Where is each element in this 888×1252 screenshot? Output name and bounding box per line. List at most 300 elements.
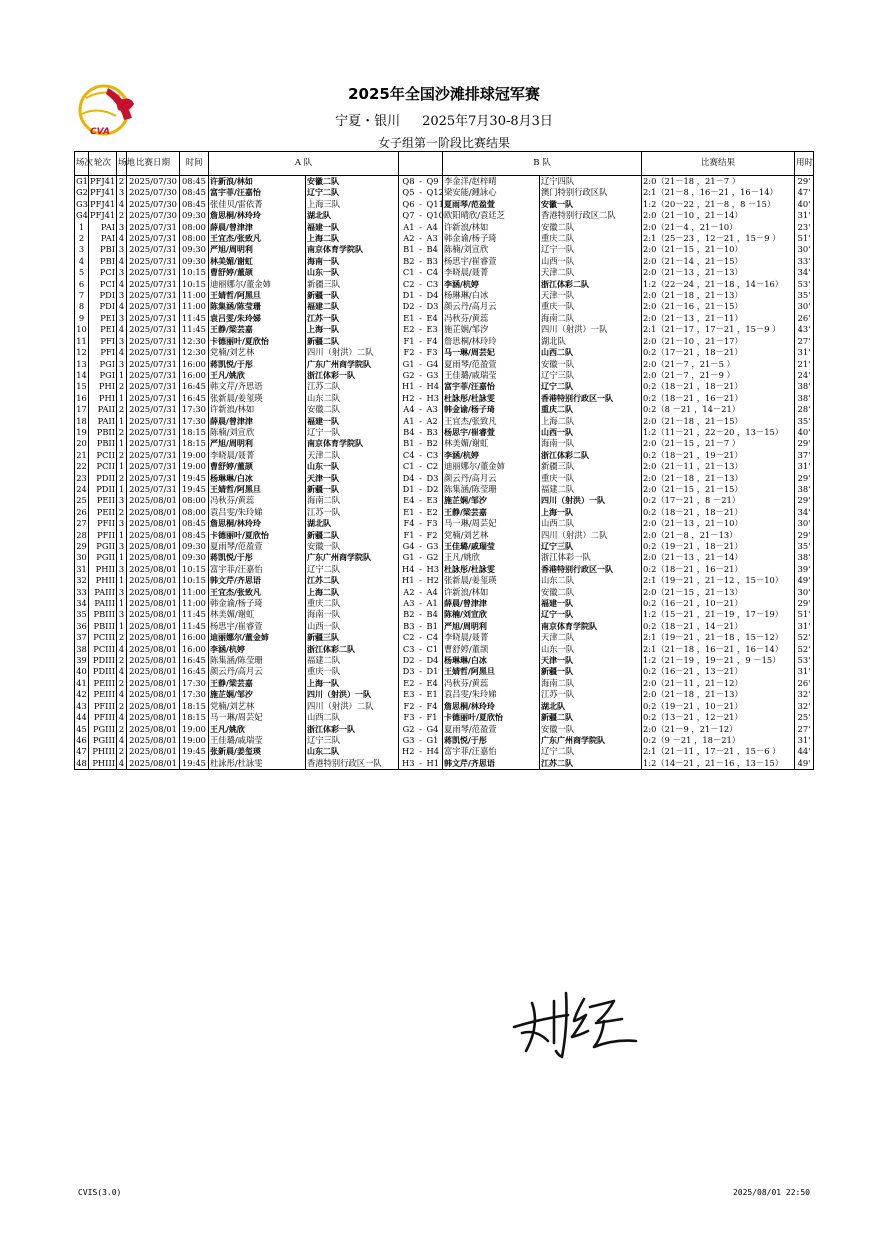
seed-separator: - bbox=[419, 244, 422, 255]
match-number: 39 bbox=[76, 655, 87, 666]
match-result: 1:2（20－22 ，21－8 ，8 －15） bbox=[642, 199, 795, 210]
seed-separator: - bbox=[419, 518, 422, 529]
table-row bbox=[75, 187, 814, 198]
match-number: 17 bbox=[76, 404, 87, 415]
match-duration: 31' bbox=[795, 621, 814, 632]
match-round: PHI bbox=[89, 393, 117, 404]
table-row bbox=[75, 632, 814, 643]
match-date: 2025/08/01 bbox=[127, 666, 180, 677]
match-duration: 38' bbox=[795, 484, 814, 495]
table-row bbox=[75, 575, 814, 586]
match-round: PHIII bbox=[89, 746, 117, 757]
table-row bbox=[75, 609, 814, 620]
match-result: 2:0（21－8 ，21－13） bbox=[642, 530, 795, 541]
table-row bbox=[75, 507, 814, 518]
match-time: 11:00 bbox=[180, 587, 209, 598]
team-b-seed: C4 bbox=[426, 632, 443, 643]
match-date: 2025/07/30 bbox=[127, 187, 180, 198]
table-row bbox=[75, 210, 814, 221]
match-round: PFJ41 bbox=[90, 187, 116, 198]
match-time: 11:45 bbox=[180, 313, 209, 324]
seed-separator: - bbox=[419, 586, 422, 597]
match-time: 19:45 bbox=[180, 473, 209, 484]
match-round: PDIII bbox=[89, 655, 117, 666]
match-court: 1 bbox=[117, 575, 127, 586]
event-location: 宁夏・银川 bbox=[335, 114, 401, 129]
match-result: 2:0（21－15 ，21－13） bbox=[642, 587, 795, 598]
match-time: 17:30 bbox=[180, 404, 209, 415]
match-result: 2:0（21－18 ，21－15） bbox=[642, 416, 795, 427]
table-row bbox=[75, 587, 814, 598]
team-b-name: 江苏一队 bbox=[540, 689, 642, 700]
match-duration: 34' bbox=[795, 267, 814, 278]
team-b-name: 海南一队 bbox=[540, 438, 642, 449]
team-a-seed: H3 bbox=[399, 758, 416, 770]
match-duration: 35' bbox=[795, 290, 814, 301]
match-number: 31 bbox=[76, 563, 87, 574]
match-date: 2025/07/31 bbox=[127, 381, 180, 392]
team-a-players: 薛晨/曾津津 bbox=[209, 222, 306, 233]
match-court: 4 bbox=[117, 301, 127, 312]
match-result: 2:1（21－18 ，16－21 ，16－14） bbox=[642, 644, 795, 655]
team-b-players: 陈楠/刘宣欣 bbox=[443, 244, 540, 255]
match-round: PFI bbox=[89, 347, 117, 358]
team-b-name: 安徽一队 bbox=[540, 724, 642, 735]
match-number: 22 bbox=[76, 461, 87, 472]
team-b-players: 施芷娴/邹汐 bbox=[443, 324, 540, 335]
match-result: 2:0（21－7 ，21－9 ） bbox=[642, 370, 795, 381]
match-result: 2:0（21－18 ，21－13） bbox=[642, 290, 795, 301]
team-b-seed: G3 bbox=[426, 541, 443, 552]
match-court: 4 bbox=[117, 666, 127, 677]
team-b-players: 马一琳/周芸妃 bbox=[443, 347, 540, 358]
team-b-name: 四川（射洪）二队 bbox=[540, 530, 642, 541]
team-a-name: 湖北队 bbox=[306, 518, 399, 529]
match-result: 0:2（17－21 ，8 －21） bbox=[642, 495, 795, 506]
team-b-players: 张新晨/姜玺瑛 bbox=[443, 575, 540, 586]
team-a-name: 新疆一队 bbox=[306, 290, 399, 301]
team-a-seed: C1 bbox=[399, 461, 416, 472]
match-date: 2025/08/01 bbox=[127, 724, 180, 735]
team-b-players: 卡德丽叶/夏欣怡 bbox=[443, 712, 540, 723]
match-round: PHI bbox=[89, 381, 117, 392]
team-b-seed: F3 bbox=[426, 347, 443, 358]
match-time: 12:30 bbox=[180, 347, 209, 358]
match-number: 4 bbox=[75, 256, 89, 267]
match-round: PEI bbox=[89, 324, 117, 335]
team-b-players: 富宇菲/汪嘉怡 bbox=[443, 746, 540, 757]
match-result: 1:2（11－21 ，22－20 ，13－15） bbox=[642, 427, 795, 438]
team-b-name: 辽宁三队 bbox=[540, 541, 642, 552]
team-b-name: 重庆一队 bbox=[540, 473, 642, 484]
col-date: 比赛日期 bbox=[127, 152, 180, 176]
table-row bbox=[75, 724, 814, 735]
team-a-seed: D2 bbox=[399, 655, 416, 666]
match-duration: 31' bbox=[795, 347, 814, 358]
team-a-name: 辽宁三队 bbox=[306, 735, 399, 746]
match-time: 09:30 bbox=[180, 256, 209, 267]
team-b-name: 香港特别行政区一队 bbox=[540, 564, 642, 575]
team-a-name: 上海二队 bbox=[306, 587, 399, 598]
match-round: PFJ41 bbox=[90, 210, 116, 221]
match-time: 16:45 bbox=[180, 381, 209, 392]
team-a-seed: E2 bbox=[399, 324, 416, 335]
match-court: 3 bbox=[117, 609, 127, 620]
team-a-name: 安徽二队 bbox=[306, 404, 399, 415]
team-b-seed: C3 bbox=[426, 450, 443, 461]
signature bbox=[510, 985, 645, 1060]
team-b-players: 曹舒婷/董颉 bbox=[443, 644, 540, 655]
match-duration: 25' bbox=[795, 712, 814, 723]
match-court: 3 bbox=[117, 187, 127, 198]
team-b-seed: E4 bbox=[426, 313, 443, 324]
col-result: 比赛结果 bbox=[642, 152, 795, 176]
team-b-name: 四川（射洪）一队 bbox=[540, 324, 642, 335]
table-row bbox=[75, 301, 814, 312]
team-a-players: 富宇菲/汪嘉怡 bbox=[209, 187, 306, 198]
match-result: 2:0（21－18 ，21－13） bbox=[642, 473, 795, 484]
team-a-players: 蒋凯悦/于彤 bbox=[209, 359, 306, 370]
team-b-name: 山西一队 bbox=[540, 256, 642, 267]
team-b-name: 新疆三队 bbox=[540, 461, 642, 472]
team-b-name: 上海二队 bbox=[540, 416, 642, 427]
match-round: PCII bbox=[89, 450, 117, 461]
team-a-name: 浙江体彩二队 bbox=[306, 644, 399, 655]
seed-separator: - bbox=[419, 700, 422, 711]
team-a-players: 卡德丽叶/夏欣怡 bbox=[209, 530, 306, 541]
team-b-players: 许新浪/林如 bbox=[443, 222, 540, 233]
team-a-seed: H2 bbox=[399, 746, 416, 757]
match-duration: 35' bbox=[795, 541, 814, 552]
table-row bbox=[75, 199, 814, 210]
team-a-seed: A2 bbox=[399, 587, 416, 598]
match-date: 2025/08/01 bbox=[127, 495, 180, 506]
match-duration: 51' bbox=[795, 609, 814, 620]
col-round: 轮次 bbox=[89, 152, 117, 176]
team-a-players: 迪丽娜尔/董金姉 bbox=[209, 632, 306, 643]
team-a-name: 安徽一队 bbox=[306, 541, 399, 552]
match-duration: 49' bbox=[795, 575, 814, 586]
match-result: 2:1（21－8 ，16－21 ，16－14） bbox=[642, 187, 795, 198]
table-row bbox=[75, 473, 814, 484]
match-date: 2025/08/01 bbox=[127, 530, 180, 541]
team-a-players: 杨琳琳/白冰 bbox=[209, 473, 306, 484]
team-b-seed: H4 bbox=[426, 746, 443, 757]
team-b-name: 安徽二队 bbox=[540, 587, 642, 598]
team-b-players: 杨思宇/崔睿萱 bbox=[443, 256, 540, 267]
team-b-seed: B3 bbox=[426, 427, 443, 438]
match-court: 1 bbox=[117, 484, 127, 495]
team-a-name: 新疆二队 bbox=[306, 336, 399, 347]
team-b-seed: F4 bbox=[426, 701, 443, 712]
match-date: 2025/07/31 bbox=[127, 324, 180, 335]
seed-separator: - bbox=[419, 438, 422, 449]
team-a-seed: E2 bbox=[399, 678, 416, 689]
match-round: PGIII bbox=[89, 724, 117, 735]
match-time: 09:30 bbox=[180, 552, 209, 563]
team-b-players: 党楠/刘艺林 bbox=[443, 530, 540, 541]
table-row bbox=[75, 678, 814, 689]
team-a-name: 江苏一队 bbox=[306, 313, 399, 324]
match-result: 2:0（21－18 ，21－7 ） bbox=[642, 176, 795, 188]
col-duration: 用时 bbox=[795, 152, 814, 176]
team-b-players: 王佳璐/戚瑞莹 bbox=[443, 370, 540, 381]
team-b-players: 梁安能/鍾詠心 bbox=[443, 187, 540, 198]
match-duration: 21' bbox=[795, 359, 814, 370]
match-round: PEIII bbox=[89, 678, 117, 689]
table-row bbox=[75, 461, 814, 472]
match-time: 18:15 bbox=[180, 701, 209, 712]
match-duration: 32' bbox=[795, 689, 814, 700]
table-row bbox=[75, 222, 814, 233]
match-number: 33 bbox=[76, 586, 87, 597]
table-row bbox=[75, 655, 814, 666]
match-round: PFIII bbox=[89, 712, 117, 723]
team-b-name: 海南二队 bbox=[540, 313, 642, 324]
match-number: 14 bbox=[76, 369, 87, 380]
team-b-seed: B1 bbox=[426, 621, 443, 632]
match-date: 2025/08/01 bbox=[127, 541, 180, 552]
match-number: 12 bbox=[76, 347, 87, 358]
team-a-players: 曹舒婷/董颉 bbox=[209, 267, 306, 278]
match-time: 10:15 bbox=[180, 575, 209, 586]
match-court: 3 bbox=[117, 518, 127, 529]
team-a-seed: A3 bbox=[399, 598, 416, 609]
match-result: 0:2（18－21 ，19－21） bbox=[642, 450, 795, 461]
team-a-name: 新疆三队 bbox=[306, 279, 399, 290]
match-number: 11 bbox=[76, 335, 87, 346]
match-court: 1 bbox=[117, 598, 127, 609]
team-a-players: 张佳贝/雷依菁 bbox=[209, 199, 306, 210]
match-number: G4 bbox=[76, 210, 88, 221]
team-a-seed: Q6 bbox=[399, 199, 416, 210]
col-time: 时间 bbox=[180, 152, 209, 176]
team-a-seed: B3 bbox=[399, 621, 416, 632]
match-time: 08:00 bbox=[180, 222, 209, 233]
team-b-name: 澳门特别行政区队 bbox=[540, 187, 642, 198]
team-b-seed: C4 bbox=[426, 267, 443, 278]
team-b-name: 安徽一队 bbox=[540, 199, 642, 210]
match-duration: 52' bbox=[795, 644, 814, 655]
match-round: PAI bbox=[89, 222, 117, 233]
team-b-players: 李晓晨/聂菁 bbox=[443, 267, 540, 278]
match-number: 32 bbox=[76, 575, 87, 586]
match-date: 2025/07/31 bbox=[127, 347, 180, 358]
team-b-players: 迪丽娜尔/董金姉 bbox=[443, 461, 540, 472]
team-a-seed: Q8 bbox=[399, 176, 416, 188]
table-row bbox=[75, 689, 814, 700]
match-date: 2025/07/31 bbox=[127, 484, 180, 495]
match-court: 2 bbox=[117, 381, 127, 392]
team-b-players: 韩金谕/杨子琦 bbox=[443, 233, 540, 244]
team-b-seed: F4 bbox=[426, 336, 443, 347]
match-number: 45 bbox=[76, 723, 87, 734]
match-time: 11:00 bbox=[180, 301, 209, 312]
match-court: 1 bbox=[117, 621, 127, 632]
team-a-players: 杜詠彤/杜詠雯 bbox=[209, 758, 306, 770]
team-a-players: 党楠/刘艺林 bbox=[209, 347, 306, 358]
match-round: PCI bbox=[89, 279, 117, 290]
team-a-players: 陈集涵/陈莹珊 bbox=[209, 301, 306, 312]
team-a-players: 严旭/周明利 bbox=[209, 244, 306, 255]
match-number: 30 bbox=[76, 552, 87, 563]
team-b-name: 四川（射洪）一队 bbox=[540, 495, 642, 506]
match-date: 2025/07/31 bbox=[127, 222, 180, 233]
match-round: PAIII bbox=[89, 598, 117, 609]
match-result: 2:1（21－11 ，17－21 ，15－6 ） bbox=[642, 746, 795, 757]
team-a-name: 福建一队 bbox=[306, 222, 399, 233]
match-court: 4 bbox=[117, 735, 127, 746]
match-result: 2:0（21－13 ，21－14） bbox=[642, 552, 795, 563]
team-b-players: 颜云丹/高月云 bbox=[443, 473, 540, 484]
team-b-seed: Q11 bbox=[426, 198, 444, 209]
match-duration: 44' bbox=[795, 746, 814, 757]
team-a-players: 张新晨/姜玺瑛 bbox=[209, 393, 306, 404]
team-b-name: 天津二队 bbox=[540, 632, 642, 643]
match-time: 19:00 bbox=[180, 735, 209, 746]
team-b-name: 辽宁二队 bbox=[540, 381, 642, 392]
team-b-name: 重庆二队 bbox=[540, 233, 642, 244]
match-duration: 29' bbox=[795, 438, 814, 449]
match-result: 2:0（21－13 ，21－13） bbox=[642, 267, 795, 278]
team-b-players: 杜詠彤/杜詠雯 bbox=[443, 393, 540, 404]
seed-separator: - bbox=[419, 210, 422, 221]
team-a-players: 韩文芹/齐思语 bbox=[209, 381, 306, 392]
match-date: 2025/08/01 bbox=[127, 678, 180, 689]
match-number: 20 bbox=[76, 438, 87, 449]
team-a-seed: G2 bbox=[399, 724, 416, 735]
team-a-seed: C2 bbox=[399, 279, 416, 290]
match-date: 2025/07/31 bbox=[127, 461, 180, 472]
match-result: 0:2（17－21 ，18－21） bbox=[642, 347, 795, 358]
team-b-seed: Q9 bbox=[426, 176, 443, 188]
team-a-name: 新疆一队 bbox=[306, 484, 399, 495]
match-result: 1:2（15－21 ，21－19 ，17－19） bbox=[642, 609, 795, 620]
match-date: 2025/08/01 bbox=[127, 644, 180, 655]
match-duration: 27' bbox=[795, 336, 814, 347]
table-row bbox=[75, 290, 814, 301]
match-round: PDII bbox=[89, 473, 117, 484]
team-a-seed: G2 bbox=[399, 370, 416, 381]
team-a-players: 王婧哲/阿黑旦 bbox=[209, 484, 306, 495]
match-date: 2025/07/31 bbox=[127, 450, 180, 461]
match-date: 2025/07/31 bbox=[127, 404, 180, 415]
match-date: 2025/08/01 bbox=[127, 564, 180, 575]
team-b-players: 冯秋芬/黄蕊 bbox=[443, 678, 540, 689]
match-result: 2:0（21－10 ，21－14） bbox=[642, 210, 795, 221]
match-round: PFJ41 bbox=[90, 176, 116, 186]
seed-separator: - bbox=[419, 472, 422, 483]
team-b-players: 蒋凯悦/于彤 bbox=[443, 735, 540, 746]
team-a-name: 新疆三队 bbox=[306, 632, 399, 643]
match-date: 2025/07/31 bbox=[127, 427, 180, 438]
team-b-seed: H4 bbox=[426, 381, 443, 392]
match-date: 2025/07/31 bbox=[127, 393, 180, 404]
team-a-players: 蒋凯悦/于彤 bbox=[209, 552, 306, 563]
seed-separator: - bbox=[419, 563, 422, 574]
match-result: 1:2（22－24 ，21－18 ，14－16） bbox=[642, 279, 795, 290]
match-round: PBI bbox=[89, 256, 117, 267]
match-date: 2025/08/01 bbox=[127, 621, 180, 632]
match-duration: 37' bbox=[795, 450, 814, 461]
team-a-name: 山西二队 bbox=[306, 712, 399, 723]
match-result: 2:0（21－4 ，21－10） bbox=[642, 222, 795, 233]
match-time: 19:00 bbox=[180, 461, 209, 472]
table-row bbox=[75, 381, 814, 392]
seed-separator: - bbox=[419, 689, 422, 700]
team-b-players: 严旭/周明利 bbox=[443, 621, 540, 632]
match-result: 0:2（18－21 ，16－21） bbox=[642, 564, 795, 575]
match-date: 2025/08/01 bbox=[127, 587, 180, 598]
team-b-name: 上海一队 bbox=[540, 507, 642, 518]
team-a-name: 四川（射洪）二队 bbox=[306, 701, 399, 712]
match-result: 2:0（21－14 ，21－15） bbox=[642, 256, 795, 267]
match-duration: 29' bbox=[795, 598, 814, 609]
match-duration: 52' bbox=[795, 632, 814, 643]
match-result: 2:0（21－18 ，21－13） bbox=[642, 689, 795, 700]
team-a-seed: E4 bbox=[399, 495, 416, 506]
match-result: 0:2（18－21 ，16－21） bbox=[642, 393, 795, 404]
match-duration: 23' bbox=[795, 222, 814, 233]
team-a-players: 韩金谕/杨子琦 bbox=[209, 598, 306, 609]
match-date: 2025/07/31 bbox=[127, 290, 180, 301]
team-b-seed: A4 bbox=[426, 587, 443, 598]
event-info bbox=[0, 110, 888, 129]
team-a-seed: C4 bbox=[399, 450, 416, 461]
team-b-name: 辽宁一队 bbox=[540, 244, 642, 255]
match-number: 8 bbox=[75, 301, 89, 312]
team-a-players: 许新浪/林如 bbox=[209, 176, 306, 188]
match-duration: 27' bbox=[795, 724, 814, 735]
team-b-seed: B4 bbox=[426, 609, 443, 620]
match-round: PAI bbox=[89, 233, 117, 244]
match-court: 3 bbox=[117, 564, 127, 575]
match-number: 47 bbox=[76, 746, 87, 757]
match-round: PBIII bbox=[89, 621, 117, 632]
team-a-players: 李涵/杭婷 bbox=[209, 644, 306, 655]
team-a-name: 山东一队 bbox=[306, 267, 399, 278]
table-row bbox=[75, 552, 814, 563]
match-number: 42 bbox=[76, 689, 87, 700]
table-row bbox=[75, 450, 814, 461]
match-number: 9 bbox=[75, 313, 89, 324]
team-a-name: 山东二队 bbox=[306, 746, 399, 757]
match-duration: 26' bbox=[795, 678, 814, 689]
match-time: 08:45 bbox=[180, 187, 209, 198]
team-a-seed: F2 bbox=[399, 701, 416, 712]
results-table bbox=[74, 151, 814, 770]
team-b-name: 安徽二队 bbox=[540, 222, 642, 233]
match-date: 2025/07/31 bbox=[127, 473, 180, 484]
team-a-players: 詹思桐/林玲玲 bbox=[209, 210, 306, 221]
team-a-players: 许新浪/林如 bbox=[209, 404, 306, 415]
table-row bbox=[75, 518, 814, 529]
match-result: 0:2（19－21 ，10－21） bbox=[642, 701, 795, 712]
team-b-seed: H3 bbox=[426, 393, 443, 404]
match-time: 16:00 bbox=[180, 359, 209, 370]
team-a-seed: B4 bbox=[399, 427, 416, 438]
match-court: 4 bbox=[117, 199, 127, 210]
team-b-players: 袁吕雯/朱玲娣 bbox=[443, 689, 540, 700]
match-time: 11:00 bbox=[180, 598, 209, 609]
seed-separator: - bbox=[419, 426, 422, 437]
team-a-players: 曹舒婷/董颉 bbox=[209, 461, 306, 472]
table-row bbox=[75, 244, 814, 255]
table-row bbox=[75, 336, 814, 347]
team-a-players: 夏雨琴/范盈萱 bbox=[209, 541, 306, 552]
match-number: 15 bbox=[76, 381, 87, 392]
match-court: 2 bbox=[117, 507, 127, 518]
